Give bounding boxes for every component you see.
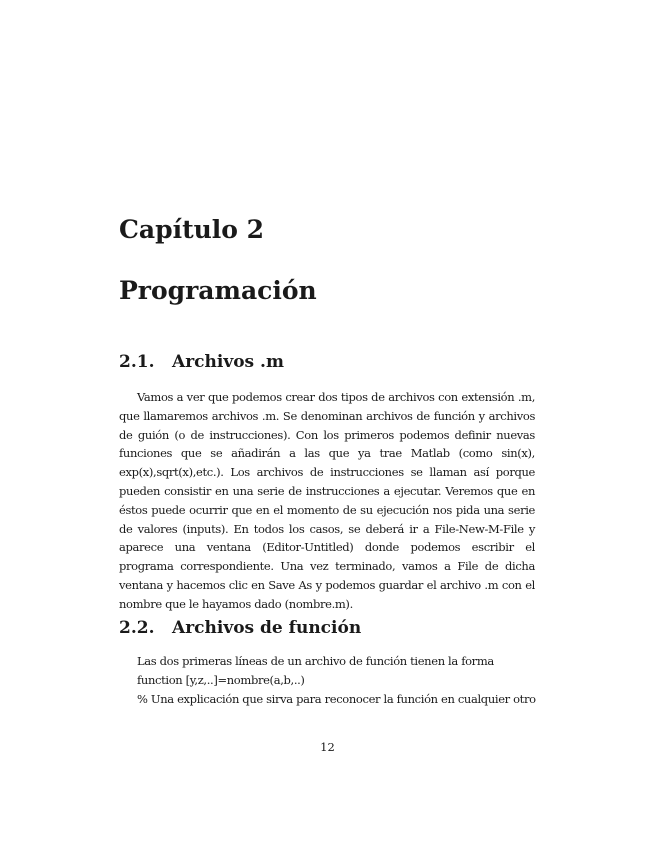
section-heading-2-1	[119, 350, 284, 374]
section-title: Archivos de función	[172, 618, 362, 638]
section-title: Archivos .m	[172, 352, 284, 372]
section-heading-2-2	[119, 616, 361, 640]
chapter-title: Programación	[119, 276, 317, 305]
section-number: 2.1.	[119, 352, 155, 372]
section-paragraph: Vamos a ver que podemos crear dos tipos de archivos con extensión .m, que llamaremos archivos .m. Se denominan archivos de función y archivos de guión (o de instrucciones). Con los primeros podemos definir nuevas funciones que se añadirán a las que ya trae Matlab (como sin(x), exp(x),sqrt(x),etc.). Los archivos de instrucciones se llaman así porque pueden consistir en una serie de instrucciones a ejecutar. Veremos que en éstos puede ocurrir que en el momento de su ejecución nos pida una serie de valores (inputs). En todos los casos, se deberá ir a File-New-M-File y aparece una ventana (Editor-Untitled) donde podemos escribir el programa correspondiente. Una vez terminado, vamos a File de dicha ventana y hacemos clic en Save As y podemos guardar el archivo .m con el nombre que le hayamos dado (nombre.m).	[119, 390, 535, 611]
code-line: function [y,z,..]=nombre(a,b,..)	[137, 672, 305, 687]
comment-line: % Una explicación que sirva para reconocer la función en cualquier otro	[137, 691, 536, 706]
section-number: 2.2.	[119, 618, 155, 638]
chapter-label: Capítulo 2	[119, 215, 265, 244]
text-line: Las dos primeras líneas de un archivo de función tienen la forma	[137, 654, 494, 668]
function-file-lines	[137, 652, 537, 708]
page-number: 12	[320, 740, 335, 754]
